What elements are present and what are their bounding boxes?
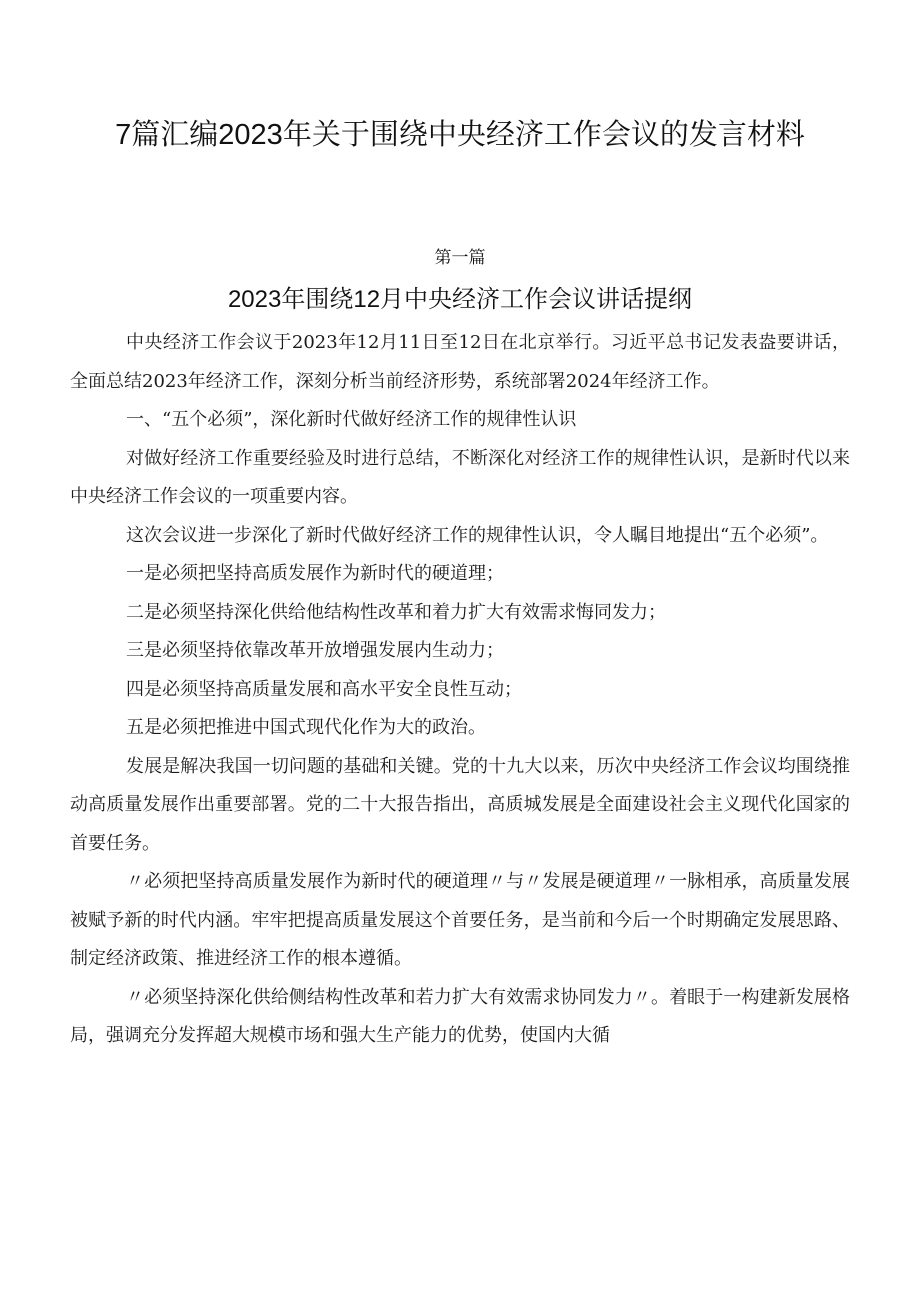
section-number: 第一篇 [434, 248, 486, 268]
section-title: 2023年围绕12月中央经济工作会议讲话提纲 [227, 286, 693, 313]
document-body [70, 324, 850, 1056]
paragraph: 一、“五个必须”，深化新时代做好经济工作的规律性认识 [126, 409, 577, 430]
paragraph: 这次会议进一步深化了新时代做好经济工作的规律性认识，令人瞩目地提出“五个必须”。 [126, 524, 829, 546]
document-title: 7篇汇编2023年关于围绕中央经济工作会议的发言材料 [115, 119, 805, 151]
paragraph: 五是必须把推进中国式现代化作为大的政治。 [126, 717, 486, 738]
paragraph: 〃必须把坚持高质量发展作为新时代的硬道理〃与〃发展是硬道理〃一脉相承，高质量发展被赋予新的时代内涵。牢牢把提高质量发展这个首要任务，是当前和今后一个时期确定发展思路、制定经济政策、推进经济工作的根本遵循。 [70, 871, 850, 969]
paragraph: 对做好经济工作重要经验及时进行总结，不断深化对经济工作的规律性认识，是新时代以来中央经济工作会议的一项重要内容。 [70, 447, 850, 507]
paragraph: 发展是解决我国一切问题的基础和关键。党的十九大以来，历次中央经济工作会议均围绕推动高质量发展作出重要部署。党的二十大报告指出，高质城发展是全面建设社会主义现代化国家的首要任务。 [70, 755, 850, 854]
paragraph: 四是必须坚持高质量发展和高水平安全良性互动； [126, 678, 522, 700]
paragraph: 中央经济工作会议于2023年12月11日至12日在北京举行。习近平总书记发表盎要讲话，全面总结2023年经济工作，深刻分析当前经济形势，系统部署2024年经济工作。 [70, 332, 850, 392]
paragraph: 〃必须坚持深化供给侧结构性改革和若力扩大有效需求协同发力〃。着眼于一构建新发展格局，强调充分发挥超大规模市场和强大生产能力的优势，使国内大循 [70, 986, 850, 1046]
paragraph: 三是必须坚持依靠改革开放增强发展内生动力； [126, 640, 504, 661]
paragraph: 一是必须把坚持高质发展作为新时代的硬道理； [126, 563, 504, 584]
paragraph: 二是必须坚持深化供给他结构性改革和着力扩大有效需求悔同发力； [126, 601, 666, 623]
